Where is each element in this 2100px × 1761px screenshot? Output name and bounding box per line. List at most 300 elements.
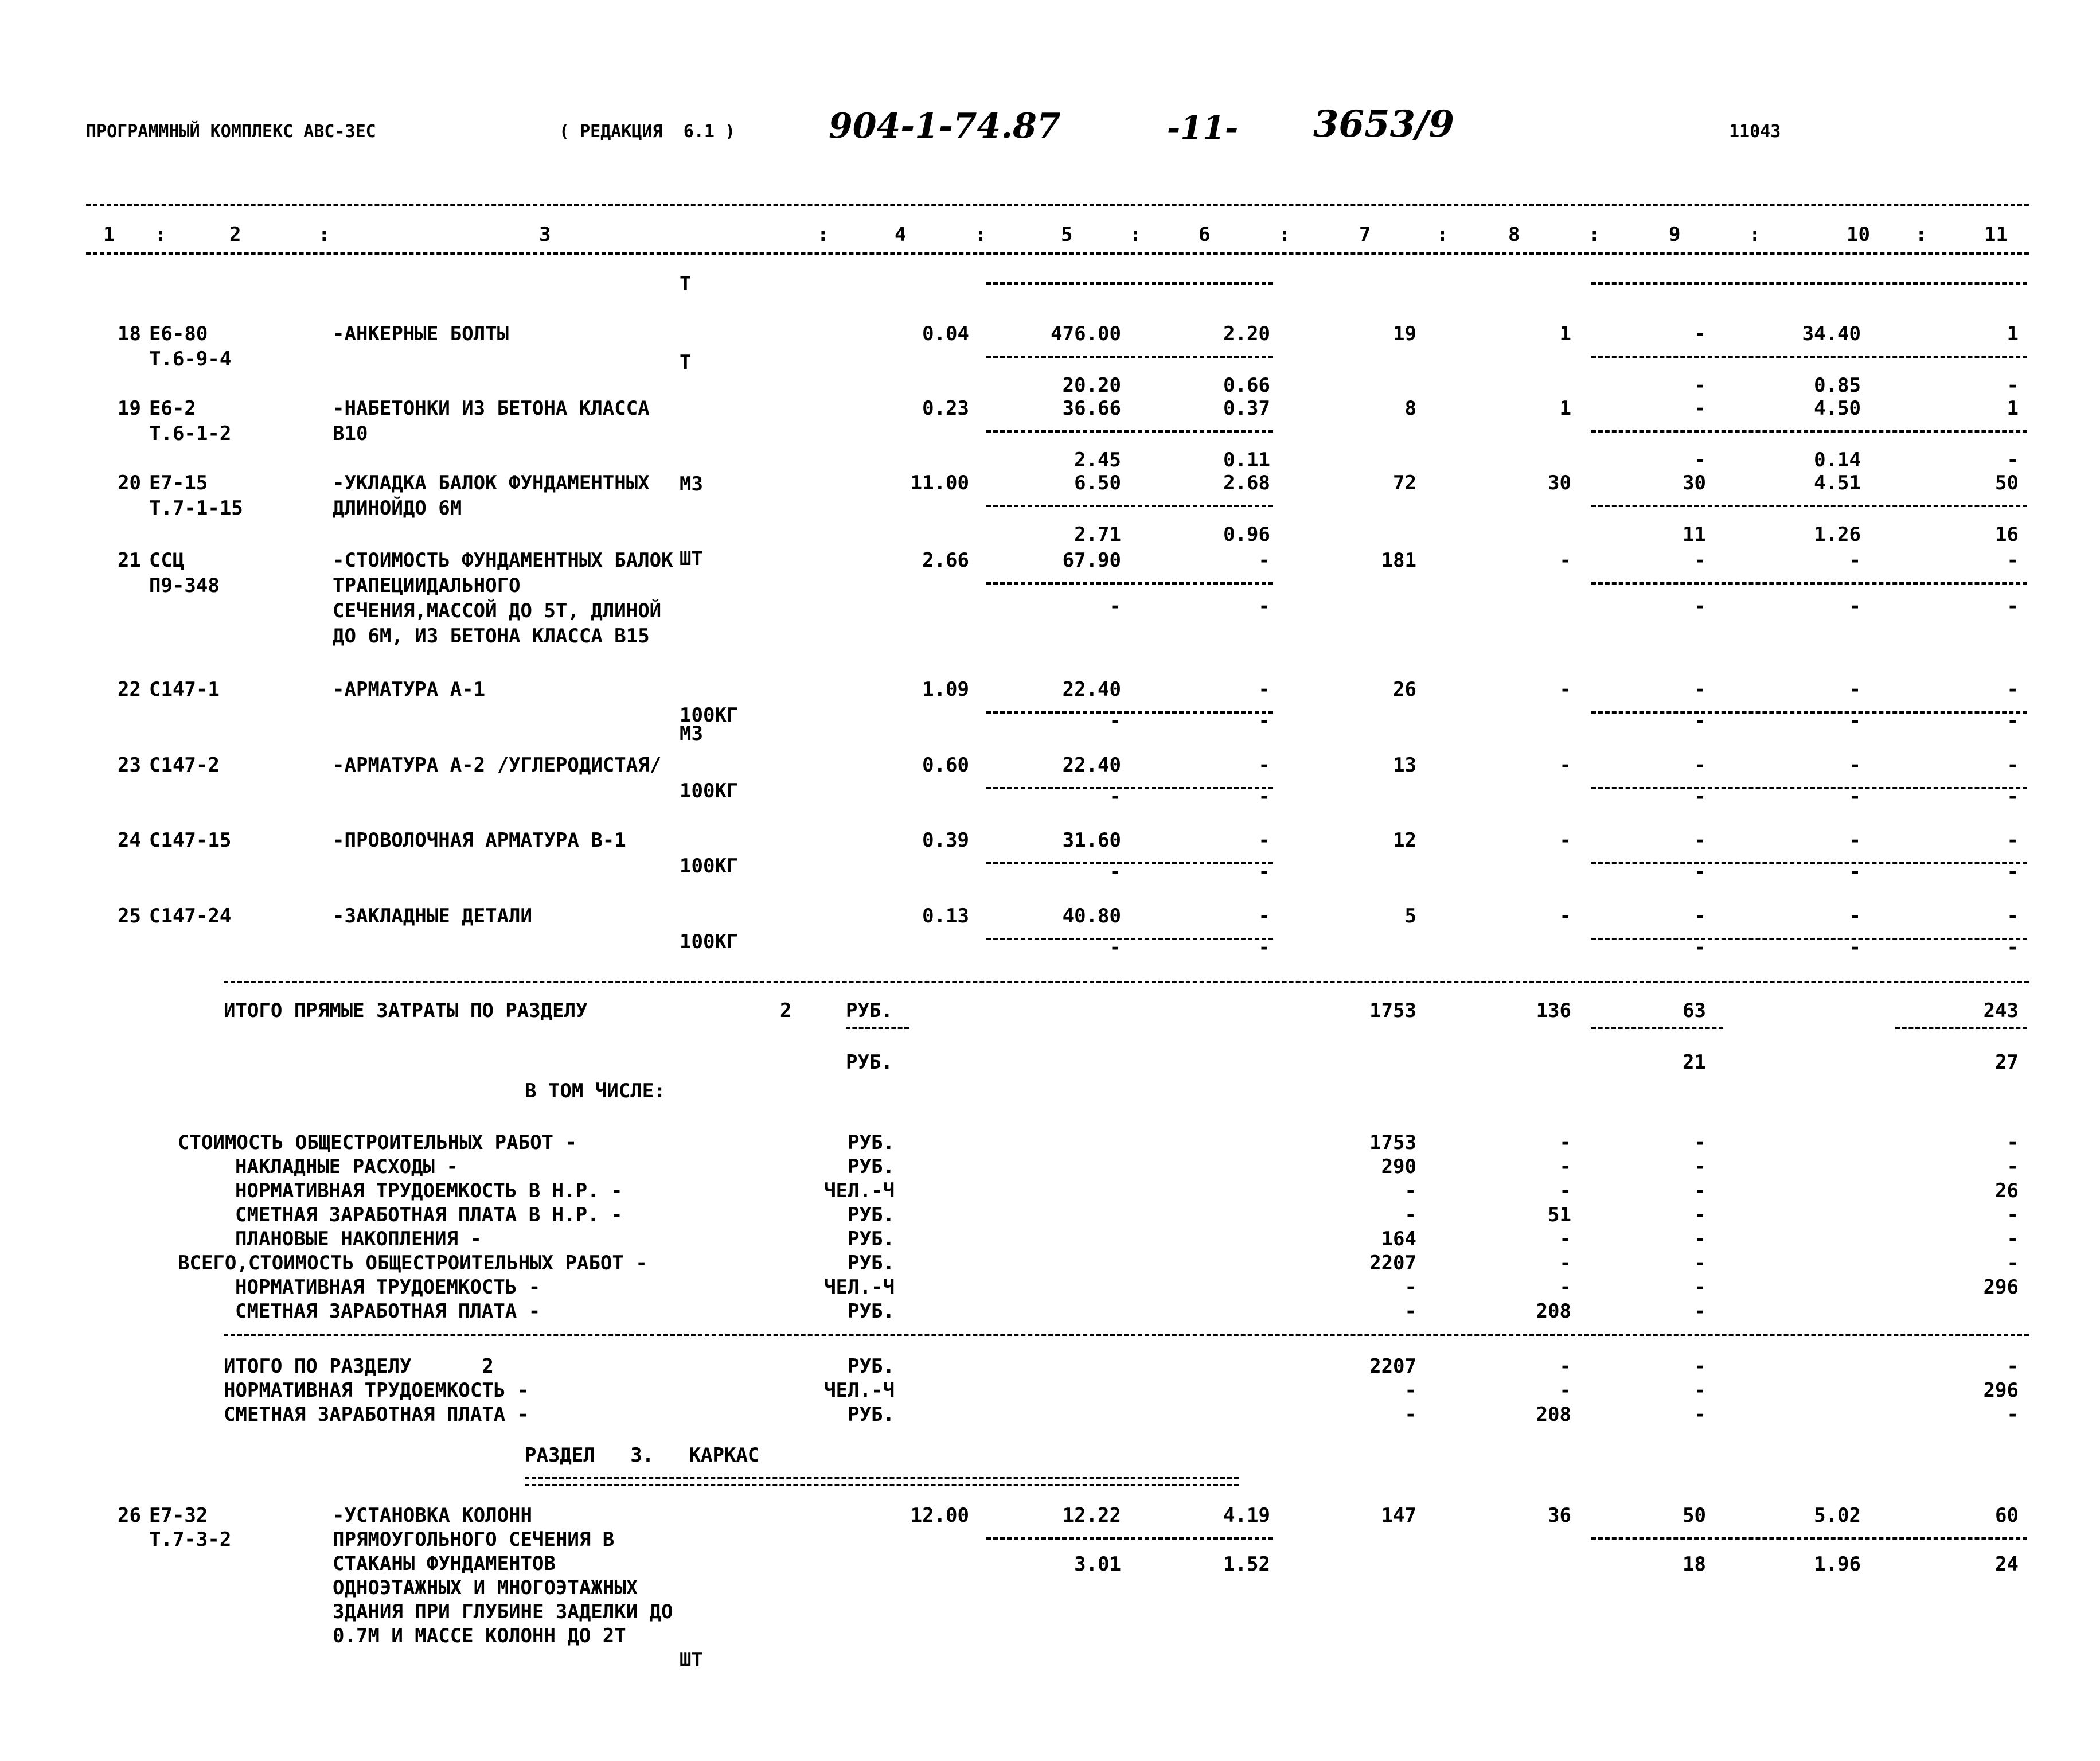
work-description: -АРМАТУРА А-1 — [333, 678, 486, 701]
header-top-rule — [86, 204, 2029, 206]
value-c11: - — [2007, 678, 2019, 701]
value-c9: - — [1694, 1403, 1706, 1426]
subvalue-s6: - — [1258, 595, 1270, 618]
value-c8: 208 — [1536, 1403, 1571, 1426]
sub-rule-9-11 — [1591, 938, 2027, 940]
section-total-rule — [224, 981, 2029, 983]
rate-code: С147-1 — [149, 678, 220, 701]
value-c9: - — [1694, 678, 1706, 701]
value-c11: - — [2007, 905, 2019, 928]
value-c5: 40.80 — [1062, 905, 1121, 928]
value-qty: 1.09 — [922, 678, 969, 701]
value-c11: 1 — [2007, 322, 2019, 345]
value-c8: - — [1559, 1379, 1571, 1402]
value-c10: - — [1849, 678, 1861, 701]
value-c9: 50 — [1683, 1504, 1706, 1527]
sub-rule-5-6 — [986, 505, 1273, 507]
work-description: ОДНОЭТАЖНЫХ И МНОГОЭТАЖНЫХ — [333, 1576, 638, 1599]
value-c7: - — [1404, 1203, 1416, 1226]
value-c7: 1753 — [1369, 999, 1416, 1022]
column-header-10: 10 — [1847, 223, 1870, 246]
sub-rule-9-11 — [1591, 787, 2027, 789]
subvalue-s5: - — [1109, 710, 1121, 733]
item-number: 21 — [118, 549, 141, 572]
column-header-11: 11 — [1984, 223, 2008, 246]
unit-label: РУБ. — [848, 1131, 895, 1154]
value-c11: - — [2007, 1252, 2019, 1275]
value-c7: 5 — [1404, 905, 1416, 928]
item-number: 18 — [118, 322, 141, 345]
unit-label: 100КГ — [680, 855, 739, 878]
value-c6: 2.20 — [1223, 322, 1270, 345]
value-c9: - — [1694, 1379, 1706, 1402]
rate-code: С147-2 — [149, 754, 220, 777]
column-separator: : — [975, 223, 987, 246]
subvalue-s5: - — [1109, 936, 1121, 959]
edition-label: ( РЕДАКЦИЯ 6.1 ) — [559, 122, 736, 142]
value-qty: 0.60 — [922, 754, 969, 777]
value-c8: 208 — [1536, 1300, 1571, 1323]
unit-label: РУБ. — [848, 1403, 895, 1426]
value-c7: - — [1404, 1379, 1416, 1402]
final-label: ИТОГО ПО РАЗДЕЛУ 2 — [224, 1355, 494, 1378]
subvalue-s5: - — [1109, 860, 1121, 883]
value-c6: - — [1258, 678, 1270, 701]
subvalue-s9: - — [1694, 374, 1706, 397]
value-c8: - — [1559, 1228, 1571, 1250]
value-c11: - — [2007, 1155, 2019, 1178]
unit-label: ЧЕЛ.-Ч — [824, 1276, 895, 1299]
unit-label: М3 — [680, 722, 703, 745]
sub-rule-5-6 — [986, 582, 1273, 585]
subvalue-s5: - — [1109, 785, 1121, 808]
column-header-8: 8 — [1508, 223, 1520, 246]
subvalue-s9: 21 — [1683, 1051, 1706, 1074]
value-c6: - — [1258, 549, 1270, 572]
rate-code: Е7-15 — [149, 472, 208, 494]
subvalue-s10: - — [1849, 936, 1861, 959]
unit-label: РУБ. — [846, 1051, 893, 1074]
value-c9: - — [1694, 397, 1706, 420]
rate-code: Е6-2 — [149, 397, 196, 420]
value-c5: 67.90 — [1062, 549, 1121, 572]
value-c7: - — [1404, 1300, 1416, 1323]
value-c8: - — [1559, 549, 1571, 572]
subvalue-s6: - — [1258, 785, 1270, 808]
subvalue-s11: - — [2007, 785, 2019, 808]
value-c8: - — [1559, 1252, 1571, 1275]
column-separator: : — [1588, 223, 1601, 246]
sub-rule-9-11 — [1591, 282, 2027, 285]
value-c11: 60 — [1995, 1504, 2019, 1527]
rate-code: ССЦ — [149, 549, 185, 572]
value-c6: 0.37 — [1223, 397, 1270, 420]
column-separator: : — [1130, 223, 1142, 246]
summary-label: НОРМАТИВНАЯ ТРУДОЕМКОСТЬ В Н.Р. - — [235, 1179, 623, 1202]
sub-rule-9-11 — [1591, 582, 2027, 585]
unit-label: Т — [680, 272, 692, 295]
value-c8: - — [1559, 678, 1571, 701]
work-description: 0.7М И МАССЕ КОЛОНН ДО 2Т — [333, 1624, 626, 1647]
value-c9: - — [1694, 1355, 1706, 1378]
value-qty: 0.39 — [922, 829, 969, 852]
unit-label: РУБ. — [848, 1355, 895, 1378]
unit-label: РУБ. — [848, 1155, 895, 1178]
subvalue-s9: - — [1694, 860, 1706, 883]
value-c5: 22.40 — [1062, 754, 1121, 777]
summary-label: ВСЕГО,СТОИМОСТЬ ОБЩЕСТРОИТЕЛЬНЫХ РАБОТ - — [178, 1252, 647, 1275]
sub-rule-5-6 — [986, 282, 1273, 285]
value-c9: - — [1694, 1252, 1706, 1275]
value-c7: - — [1404, 1179, 1416, 1202]
value-c11: 243 — [1983, 999, 2019, 1022]
value-c8: 36 — [1548, 1504, 1571, 1527]
rate-code: С147-24 — [149, 905, 232, 928]
column-header-5: 5 — [1061, 223, 1073, 246]
value-c9: - — [1694, 322, 1706, 345]
subvalue-s5: - — [1109, 595, 1121, 618]
subvalue-s6: 1.52 — [1223, 1553, 1270, 1576]
value-c11: - — [2007, 1403, 2019, 1426]
value-c7: - — [1404, 1403, 1416, 1426]
subvalue-s10: - — [1849, 860, 1861, 883]
value-c11: - — [2007, 1203, 2019, 1226]
rate-code-secondary: П9-348 — [149, 574, 220, 597]
subvalue-s6: 0.11 — [1223, 449, 1270, 472]
section-number: 2 — [780, 999, 792, 1022]
final-label: СМЕТНАЯ ЗАРАБОТНАЯ ПЛАТА - — [224, 1403, 529, 1426]
value-c5: 36.66 — [1062, 397, 1121, 420]
item-number: 20 — [118, 472, 141, 494]
unit-label: 100КГ — [680, 930, 739, 953]
value-c11: 296 — [1983, 1379, 2019, 1402]
column-header-4: 4 — [895, 223, 907, 246]
value-qty: 2.66 — [922, 549, 969, 572]
unit-label: ШТ — [680, 547, 703, 570]
unit-label: РУБ. — [848, 1300, 895, 1323]
value-c8: - — [1559, 754, 1571, 777]
value-c9: - — [1694, 1276, 1706, 1299]
subvalue-s9: 18 — [1683, 1553, 1706, 1576]
value-c8: - — [1559, 829, 1571, 852]
work-description: СТАКАНЫ ФУНДАМЕНТОВ — [333, 1552, 556, 1575]
item-number: 22 — [118, 678, 141, 701]
summary-label: НОРМАТИВНАЯ ТРУДОЕМКОСТЬ - — [235, 1276, 541, 1299]
value-c9: - — [1694, 1131, 1706, 1154]
value-c8: 1 — [1559, 322, 1571, 345]
work-description: ДЛИНОЙДО 6М — [333, 497, 462, 520]
value-c9: - — [1694, 1155, 1706, 1178]
column-header-2: 2 — [229, 223, 241, 246]
value-c6: 4.19 — [1223, 1504, 1270, 1527]
value-c9: 63 — [1683, 999, 1706, 1022]
value-c7: 164 — [1381, 1228, 1416, 1250]
value-qty: 0.13 — [922, 905, 969, 928]
value-c5: 22.40 — [1062, 678, 1121, 701]
column-header-1: 1 — [103, 223, 115, 246]
unit-label: РУБ. — [848, 1228, 895, 1250]
subvalue-s10: 1.26 — [1814, 523, 1861, 546]
value-c7: 19 — [1393, 322, 1416, 345]
program-name: ПРОГРАММНЫЙ КОМПЛЕКС АВС-3ЕС — [86, 122, 376, 142]
subvalue-s6: 0.66 — [1223, 374, 1270, 397]
sub-rule-5-6 — [986, 711, 1273, 714]
sub-rule-9 — [1591, 1027, 1723, 1029]
unit-label: РУБ. — [848, 1203, 895, 1226]
rate-code: Е6-80 — [149, 322, 208, 345]
value-c10: 34.40 — [1802, 322, 1861, 345]
value-c11: 50 — [1995, 472, 2019, 494]
column-separator: : — [155, 223, 167, 246]
value-c8: - — [1559, 905, 1571, 928]
value-c6: 2.68 — [1223, 472, 1270, 494]
value-c9: - — [1694, 829, 1706, 852]
value-c6: - — [1258, 905, 1270, 928]
rate-code-secondary: Т.7-3-2 — [149, 1528, 232, 1551]
value-c5: 31.60 — [1062, 829, 1121, 852]
column-header-3: 3 — [539, 223, 551, 246]
value-c8: 30 — [1548, 472, 1571, 494]
project-code: 904-1-74.87 — [829, 106, 1061, 146]
rate-code: Е7-32 — [149, 1504, 208, 1527]
subvalue-s5: 2.45 — [1074, 449, 1121, 472]
sub-rule-5-6 — [986, 1537, 1273, 1540]
subvalue-s6: - — [1258, 710, 1270, 733]
final-total-rule — [224, 1334, 2029, 1336]
sub-rule-9-11 — [1591, 430, 2027, 433]
column-separator: : — [1915, 223, 1927, 246]
value-c7: 181 — [1381, 549, 1416, 572]
subvalue-s11: - — [2007, 595, 2019, 618]
unit-label: РУБ. — [848, 1252, 895, 1275]
value-c8: - — [1559, 1179, 1571, 1202]
value-c11: 296 — [1983, 1276, 2019, 1299]
sub-rule-9-11 — [1591, 711, 2027, 714]
subvalue-s11: - — [2007, 860, 2019, 883]
value-c8: - — [1559, 1131, 1571, 1154]
unit-label: М3 — [680, 473, 703, 496]
summary-label: ПЛАНОВЫЕ НАКОПЛЕНИЯ - — [235, 1228, 482, 1250]
value-c10: 5.02 — [1814, 1504, 1861, 1527]
unit-label: 100КГ — [680, 780, 739, 802]
value-c7: 26 — [1393, 678, 1416, 701]
value-c6: - — [1258, 829, 1270, 852]
value-c11: - — [2007, 549, 2019, 572]
value-c7: 8 — [1404, 397, 1416, 420]
subvalue-s11: 24 — [1995, 1553, 2019, 1576]
work-description: ТРАПЕЦИИДАЛЬНОГО — [333, 574, 521, 597]
section-title: РАЗДЕЛ 3. КАРКАС — [525, 1444, 760, 1467]
summary-label: СТОИМОСТЬ ОБЩЕСТРОИТЕЛЬНЫХ РАБОТ - — [178, 1131, 577, 1154]
subvalue-s6: - — [1258, 860, 1270, 883]
value-c8: 136 — [1536, 999, 1571, 1022]
value-qty: 0.23 — [922, 397, 969, 420]
page-marker: -11- — [1167, 109, 1239, 147]
column-separator: : — [318, 223, 330, 246]
value-c10: - — [1849, 754, 1861, 777]
value-c7: 72 — [1393, 472, 1416, 494]
sub-rule-9-11 — [1591, 862, 2027, 864]
work-description: -УСТАНОВКА КОЛОНН — [333, 1504, 532, 1527]
column-separator: : — [1279, 223, 1291, 246]
subvalue-s9: 11 — [1683, 523, 1706, 546]
unit-label: ЧЕЛ.-Ч — [824, 1179, 895, 1202]
subvalue-s11: - — [2007, 936, 2019, 959]
summary-label: СМЕТНАЯ ЗАРАБОТНАЯ ПЛАТА В Н.Р. - — [235, 1203, 623, 1226]
value-c8: - — [1559, 1355, 1571, 1378]
value-c9: 30 — [1683, 472, 1706, 494]
unit-rule — [846, 1027, 909, 1029]
unit-label: ЧЕЛ.-Ч — [824, 1379, 895, 1402]
subvalue-s10: - — [1849, 710, 1861, 733]
header-bottom-rule — [86, 252, 2029, 255]
column-separator: : — [817, 223, 829, 246]
work-description: -ПРОВОЛОЧНАЯ АРМАТУРА В-1 — [333, 829, 626, 852]
value-c8: 1 — [1559, 397, 1571, 420]
column-separator: : — [1749, 223, 1761, 246]
item-number: 19 — [118, 397, 141, 420]
value-c9: - — [1694, 754, 1706, 777]
value-c10: - — [1849, 829, 1861, 852]
subvalue-s6: 0.96 — [1223, 523, 1270, 546]
sub-rule-5-6 — [986, 356, 1273, 358]
unit-label: Т — [680, 351, 692, 374]
subvalue-s5: 2.71 — [1074, 523, 1121, 546]
work-description: -СТОИМОСТЬ ФУНДАМЕНТНЫХ БАЛОК — [333, 549, 673, 572]
value-c7: 290 — [1381, 1155, 1416, 1178]
sheet-number: 11043 — [1729, 122, 1781, 142]
work-description: -УКЛАДКА БАЛОК ФУНДАМЕНТНЫХ — [333, 472, 650, 494]
value-c8: - — [1559, 1276, 1571, 1299]
value-c11: - — [2007, 754, 2019, 777]
work-description: -НАБЕТОНКИ ИЗ БЕТОНА КЛАССА — [333, 397, 650, 420]
unit-label: 100КГ — [680, 704, 739, 727]
item-number: 26 — [118, 1504, 141, 1527]
rate-code-secondary: Т.6-1-2 — [149, 422, 232, 445]
work-description: -АНКЕРНЫЕ БОЛТЫ — [333, 322, 509, 345]
value-c7: - — [1404, 1276, 1416, 1299]
column-header-6: 6 — [1199, 223, 1211, 246]
sub-rule-9-11 — [1591, 505, 2027, 507]
column-header-9: 9 — [1669, 223, 1681, 246]
sub-rule-9-11 — [1591, 356, 2027, 358]
subvalue-s11: 16 — [1995, 523, 2019, 546]
doc-reference: 3653/9 — [1313, 103, 1455, 146]
value-c10: - — [1849, 549, 1861, 572]
value-c8: - — [1559, 1155, 1571, 1178]
value-c5: 12.22 — [1062, 1504, 1121, 1527]
value-qty: 11.00 — [910, 472, 969, 494]
subvalue-s6: - — [1258, 936, 1270, 959]
including-label: В ТОМ ЧИСЛЕ: — [525, 1080, 666, 1102]
subvalue-s11: 27 — [1995, 1051, 2019, 1074]
value-c11: 1 — [2007, 397, 2019, 420]
subvalue-s10: 0.14 — [1814, 449, 1861, 472]
value-c8: 51 — [1548, 1203, 1571, 1226]
item-number: 23 — [118, 754, 141, 777]
work-description: ЗДАНИЯ ПРИ ГЛУБИНЕ ЗАДЕЛКИ ДО — [333, 1600, 673, 1623]
value-c10: - — [1849, 905, 1861, 928]
item-number: 25 — [118, 905, 141, 928]
subvalue-s10: 0.85 — [1814, 374, 1861, 397]
sub-rule-5-6 — [986, 787, 1273, 789]
unit-label: ШТ — [680, 1649, 703, 1672]
value-c6: - — [1258, 754, 1270, 777]
value-c7: 147 — [1381, 1504, 1416, 1527]
unit-label: РУБ. — [846, 999, 893, 1022]
subvalue-s10: - — [1849, 595, 1861, 618]
value-qty: 0.04 — [922, 322, 969, 345]
value-c9: - — [1694, 1203, 1706, 1226]
value-c11: - — [2007, 1228, 2019, 1250]
subvalue-s9: - — [1694, 449, 1706, 472]
subvalue-s5: 3.01 — [1074, 1553, 1121, 1576]
sub-rule-9-11 — [1591, 1537, 2027, 1540]
work-description: -АРМАТУРА А-2 /УГЛЕРОДИСТАЯ/ — [333, 754, 662, 777]
work-description: ПРЯМОУГОЛЬНОГО СЕЧЕНИЯ В — [333, 1528, 615, 1551]
value-c9: - — [1694, 1228, 1706, 1250]
value-c7: 2207 — [1369, 1252, 1416, 1275]
rate-code-secondary: Т.6-9-4 — [149, 348, 232, 371]
subvalue-s9: - — [1694, 710, 1706, 733]
summary-label: НАКЛАДНЫЕ РАСХОДЫ - — [235, 1155, 458, 1178]
value-c7: 12 — [1393, 829, 1416, 852]
section-title-underline — [525, 1477, 1239, 1486]
value-c9: - — [1694, 549, 1706, 572]
value-c7: 13 — [1393, 754, 1416, 777]
rate-code: С147-15 — [149, 829, 232, 852]
value-c9: - — [1694, 1300, 1706, 1323]
sub-rule-5-6 — [986, 938, 1273, 940]
value-c11: 26 — [1995, 1179, 2019, 1202]
subvalue-s11: - — [2007, 449, 2019, 472]
value-c11: - — [2007, 1131, 2019, 1154]
value-c10: 4.50 — [1814, 397, 1861, 420]
item-number: 24 — [118, 829, 141, 852]
final-label: НОРМАТИВНАЯ ТРУДОЕМКОСТЬ - — [224, 1379, 529, 1402]
work-description: В10 — [333, 422, 368, 445]
value-qty: 12.00 — [910, 1504, 969, 1527]
work-description: ДО 6М, ИЗ БЕТОНА КЛАССА В15 — [333, 625, 650, 648]
value-c5: 6.50 — [1074, 472, 1121, 494]
column-header-7: 7 — [1359, 223, 1371, 246]
value-c7: 1753 — [1369, 1131, 1416, 1154]
value-c10: 4.51 — [1814, 472, 1861, 494]
subvalue-s10: 1.96 — [1814, 1553, 1861, 1576]
rate-code-secondary: Т.7-1-15 — [149, 497, 243, 520]
work-description: -ЗАКЛАДНЫЕ ДЕТАЛИ — [333, 905, 532, 928]
subvalue-s10: - — [1849, 785, 1861, 808]
subvalue-s9: - — [1694, 595, 1706, 618]
subvalue-s11: - — [2007, 374, 2019, 397]
subvalue-s5: 20.20 — [1062, 374, 1121, 397]
sub-rule-11 — [1895, 1027, 2027, 1029]
value-c7: 2207 — [1369, 1355, 1416, 1378]
value-c11: - — [2007, 1355, 2019, 1378]
subvalue-s11: - — [2007, 710, 2019, 733]
value-c9: - — [1694, 1179, 1706, 1202]
sub-rule-5-6 — [986, 862, 1273, 864]
summary-label: СМЕТНАЯ ЗАРАБОТНАЯ ПЛАТА - — [235, 1300, 541, 1323]
value-c9: - — [1694, 905, 1706, 928]
value-c5: 476.00 — [1051, 322, 1121, 345]
column-separator: : — [1437, 223, 1449, 246]
work-description: СЕЧЕНИЯ,МАССОЙ ДО 5Т, ДЛИНОЙ — [333, 599, 662, 622]
subvalue-s9: - — [1694, 936, 1706, 959]
value-c11: - — [2007, 829, 2019, 852]
section-total-label: ИТОГО ПРЯМЫЕ ЗАТРАТЫ ПО РАЗДЕЛУ — [224, 999, 588, 1022]
sub-rule-5-6 — [986, 430, 1273, 433]
